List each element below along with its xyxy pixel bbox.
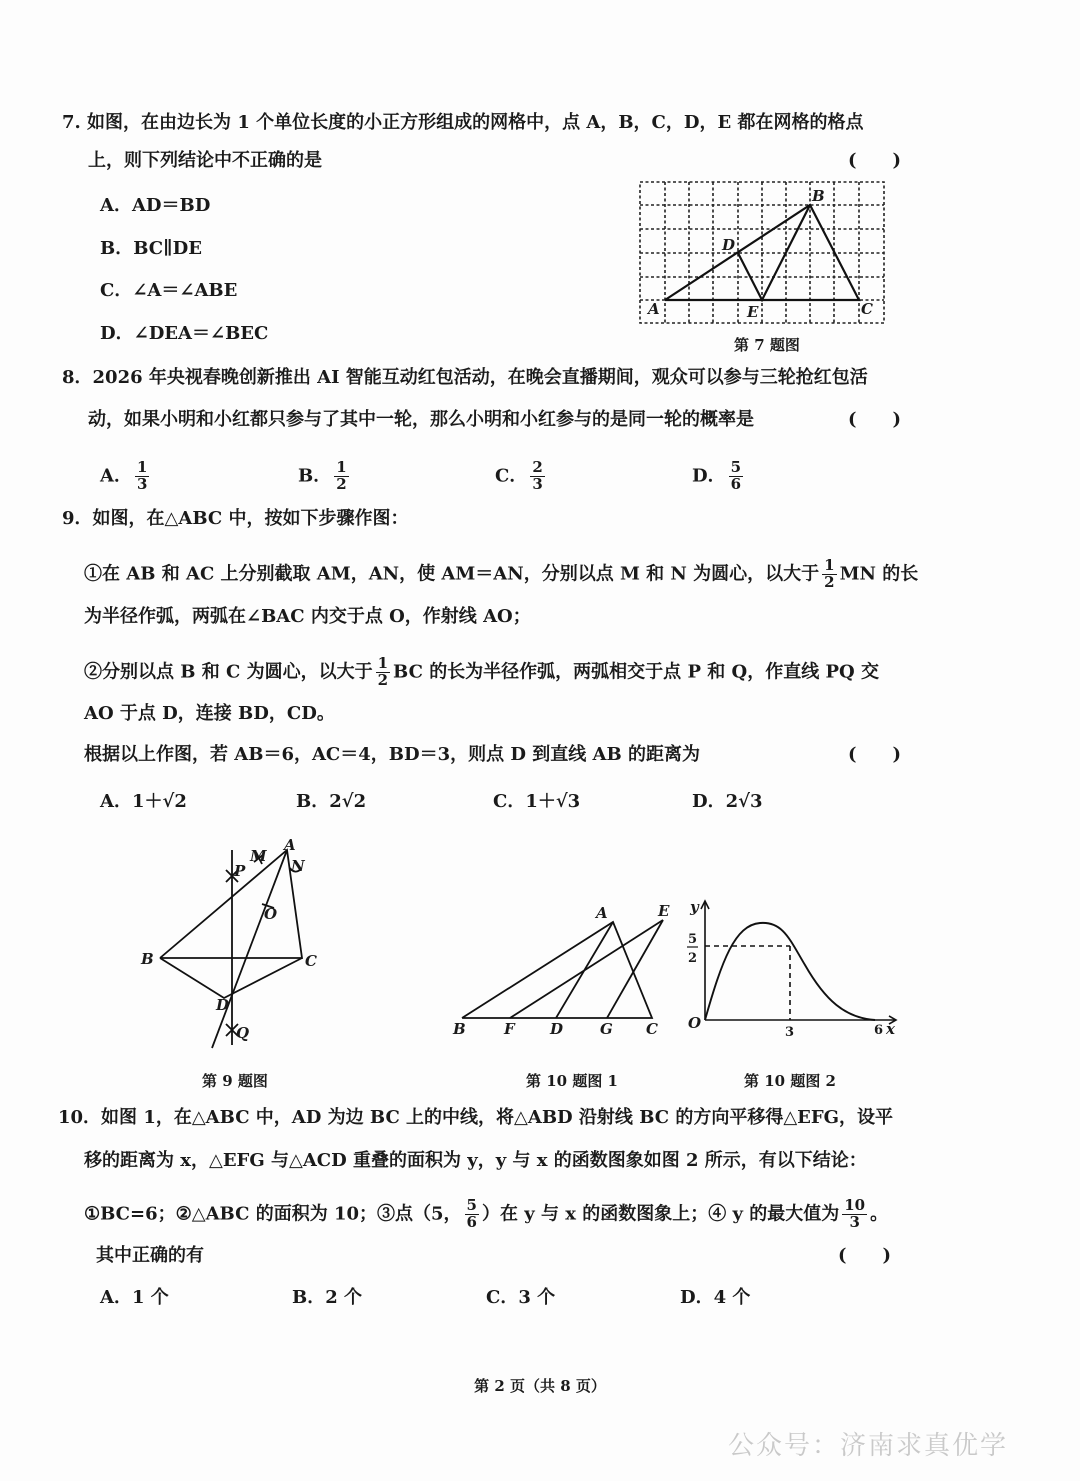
figure-10-1-lines (462, 920, 663, 1018)
figure-9-lines (160, 850, 302, 1048)
text-segment: A． (100, 465, 132, 487)
fig10-1-caption: 第 10 题图 1 (526, 1072, 618, 1090)
fraction-numerator: 1 (377, 654, 389, 672)
fig7-label-D: D (722, 236, 736, 254)
text-segment: ( ) (848, 150, 902, 171)
text-segment: D．4 个 (680, 1287, 751, 1308)
fig10-2-label-x: x (886, 1020, 895, 1038)
text-segment: 10．如图 1，在△ABC 中，AD 为边 BC 上的中线，将△ABD 沿射线 BC 的方向平移得△EFG，设平 (58, 1107, 894, 1128)
fig10-2-ytick-num: 5 (688, 932, 698, 947)
fig9-label-C: C (305, 952, 317, 970)
fig9-label-N: N (291, 857, 305, 875)
text-segment: A．AD＝BD (100, 195, 211, 216)
fraction-numerator: 2 (532, 458, 543, 476)
fig7-label-A: A (648, 300, 660, 318)
text-segment: ①BC=6；②△ABC 的面积为 10；③点（5， (84, 1203, 462, 1225)
fig10-2-caption: 第 10 题图 2 (744, 1072, 836, 1090)
fraction-denominator: 2 (377, 670, 389, 689)
fig10-2-ytick-den: 2 (688, 951, 698, 966)
text-segment: ②分别以点 B 和 C 为圆心，以大于 (84, 661, 373, 683)
fraction-denominator: 6 (466, 1212, 477, 1231)
fig10-1-label-E: E (658, 902, 670, 920)
text-segment: 移的距离为 x，△EFG 与△ACD 重叠的面积为 y，y 与 x 的函数图象如图 2 所示，有以下结论： (84, 1150, 867, 1171)
fraction-denominator: 2 (336, 474, 347, 493)
watermark: 公众号：济南求真优学 (728, 1431, 1009, 1461)
text-segment: B．BC∥DE (100, 238, 202, 259)
fig9-label-Q: Q (236, 1024, 250, 1042)
text-segment: B．2√2 (296, 791, 367, 812)
fig7-caption: 第 7 题图 (734, 336, 800, 354)
fraction-numerator: 1 (824, 556, 835, 574)
text-segment: 为半径作弧，两弧在∠BAC 内交于点 O，作射线 AO； (84, 606, 531, 627)
fig10-1-label-G: G (600, 1020, 613, 1038)
fig9-caption: 第 9 题图 (202, 1072, 268, 1090)
fig10-1-label-A: A (596, 904, 608, 922)
text-segment: AO 于点 D，连接 BD，CD。 (84, 703, 335, 724)
text-segment: ）在 y 与 x 的函数图象上；④ y 的最大值为 (481, 1203, 840, 1225)
fig10-1-label-B: B (453, 1020, 466, 1038)
text-segment: BC 的长为半径作弧，两弧相交于点 P 和 Q，作直线 PQ 交 (393, 661, 879, 683)
fig7-label-E: E (747, 303, 759, 321)
fig9-label-O: O (264, 905, 278, 923)
text-segment: B．2 个 (292, 1287, 363, 1308)
fraction-denominator: 6 (730, 474, 742, 493)
fraction-numerator: 5 (466, 1196, 477, 1214)
text-segment: C．∠A＝∠ABE (100, 280, 238, 301)
fig10-1-label-F: F (504, 1020, 515, 1038)
text-segment: D．2√3 (692, 791, 763, 812)
fig10-2-tick-3: 3 (785, 1025, 795, 1040)
text-segment: C． (495, 465, 528, 487)
fig10-2-tick-6: 6 (874, 1023, 884, 1038)
fraction-denominator: 3 (849, 1212, 860, 1231)
text-segment: 7. 如图，在由边长为 1 个单位长度的小正方形组成的网格中，点 A，B，C，D，E 都在网格的格点 (62, 112, 864, 133)
fig9-label-M: M (250, 847, 267, 865)
text-segment: ( ) (838, 1245, 892, 1266)
text-segment: D． (692, 465, 726, 487)
text-segment: A．1 个 (100, 1287, 169, 1308)
fig10-2-label-O: O (688, 1014, 702, 1032)
text-segment: ①在 AB 和 AC 上分别截取 AM，AN，使 AM＝AN，分别以点 M 和 N 为圆心，以大于 (84, 563, 820, 585)
fraction-denominator: 3 (532, 474, 543, 493)
text-segment: MN 的长 (839, 563, 919, 585)
text-segment: 9．如图，在△ABC 中，按如下步骤作图： (62, 508, 409, 529)
text-segment: D．∠DEA＝∠BEC (100, 323, 269, 344)
page-footer: 第 2 页（共 8 页） (474, 1377, 606, 1395)
fig7-label-C: C (861, 300, 873, 318)
text-segment: A．1＋√2 (100, 791, 187, 812)
fraction-numerator: 5 (730, 458, 742, 476)
fig10-1-label-D: D (550, 1020, 564, 1038)
text-segment: 8．2026 年央视春晚创新推出 AI 智能互动红包活动，在晚会直播期间，观众可以参与三轮抢红包活 (62, 367, 868, 388)
text-segment: B． (298, 465, 332, 487)
text-segment: 上，则下列结论中不正确的是 (88, 150, 322, 171)
fig10-1-label-C: C (646, 1020, 658, 1038)
fig9-label-A: A (284, 836, 296, 854)
text-segment: C．1＋√3 (493, 791, 581, 812)
fig9-label-D: D (216, 996, 230, 1014)
fraction-denominator: 2 (824, 572, 835, 591)
fraction-numerator: 10 (844, 1196, 866, 1214)
text-segment: 。 (870, 1203, 889, 1225)
text-segment: C．3 个 (486, 1287, 556, 1308)
text-segment: 其中正确的有 (96, 1245, 204, 1266)
text-segment: 动，如果小明和小红都只参与了其中一轮，那么小明和小红参与的是同一轮的概率是 (88, 409, 754, 430)
fraction-numerator: 1 (136, 458, 148, 476)
fraction-denominator: 3 (136, 474, 148, 493)
fig10-2-label-y: y (690, 898, 699, 916)
text-segment: ( ) (848, 409, 902, 430)
text-segment: 根据以上作图，若 AB＝6，AC＝4，BD＝3，则点 D 到直线 AB 的距离为 (84, 744, 700, 765)
fig9-label-P: P (234, 862, 246, 880)
figure-10-2-graph (701, 901, 896, 1024)
fig9-label-B: B (141, 950, 154, 968)
fraction-numerator: 1 (336, 458, 347, 476)
fig7-label-B: B (812, 187, 825, 205)
text-segment: ( ) (848, 744, 902, 765)
